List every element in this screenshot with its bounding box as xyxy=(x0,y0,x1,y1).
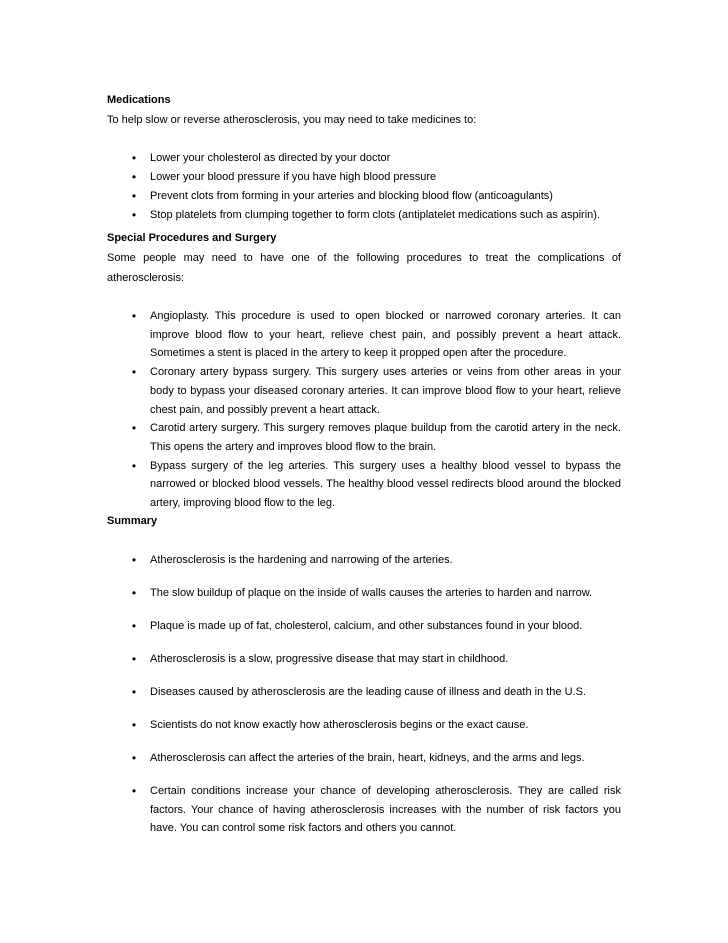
procedures-heading: Special Procedures and Surgery xyxy=(107,232,277,244)
bullet-icon: • xyxy=(131,458,137,473)
procedures-list xyxy=(107,307,621,513)
bullet-icon: • xyxy=(131,553,137,567)
list-item: • The slow buildup of plaque on the inside of walls causes the arteries to harden and narrow. xyxy=(107,584,621,603)
medications-section xyxy=(107,90,621,225)
bullet-icon: • xyxy=(131,208,137,222)
list-item: • Stop platelets from clumping together to form clots (antiplatelet medications such as aspirin). xyxy=(107,206,621,225)
bullet-icon: • xyxy=(131,151,137,165)
bullet-icon: • xyxy=(131,784,137,798)
medications-list xyxy=(107,149,621,225)
list-item: • Certain conditions increase your chance of developing atherosclerosis. They are called risk factors. Your chance of having atherosclerosis increases with the number of risk factors you have. You can control some risk factors and others you cannot. xyxy=(107,782,621,838)
medications-heading: Medications xyxy=(107,94,171,106)
list-item: • Scientists do not know exactly how atherosclerosis begins or the exact cause. xyxy=(107,716,621,735)
list-item: • Coronary artery bypass surgery. This surgery uses arteries or veins from other areas in your body to bypass your diseased coronary arteries. It can improve blood flow to your heart, relieve chest pain, and possibly prevent a heart attack. xyxy=(107,363,621,419)
bullet-icon: • xyxy=(131,365,137,380)
bullet-icon: • xyxy=(131,652,137,666)
summary-heading: Summary xyxy=(107,515,158,527)
bullet-icon: • xyxy=(131,421,137,436)
list-item: • Atherosclerosis is the hardening and narrowing of the arteries. xyxy=(107,551,621,570)
bullet-icon: • xyxy=(131,685,137,699)
list-item: • Lower your cholesterol as directed by your doctor xyxy=(107,149,621,168)
list-item: • Atherosclerosis is a slow, progressive disease that may start in childhood. xyxy=(107,650,621,669)
summary-list xyxy=(107,551,621,838)
bullet-icon: • xyxy=(131,586,137,600)
bullet-icon: • xyxy=(131,189,137,203)
bullet-icon: • xyxy=(131,309,137,323)
list-item: • Prevent clots from forming in your arteries and blocking blood flow (anticoagulants) xyxy=(107,187,621,206)
medications-intro: To help slow or reverse atherosclerosis, you may need to take medicines to: xyxy=(107,114,477,126)
list-item: • Plaque is made up of fat, cholesterol, calcium, and other substances found in your blood. xyxy=(107,617,621,636)
bullet-icon: • xyxy=(131,718,137,732)
bullet-icon: • xyxy=(131,619,137,633)
list-item: • Angioplasty. This procedure is used to open blocked or narrowed coronary arteries. It can improve blood flow to your heart, relieve chest pain, and possibly prevent a heart attack. Sometimes a stent is placed in the artery to keep it propped open after the procedure. xyxy=(107,307,621,363)
list-item: • Atherosclerosis can affect the arteries of the brain, heart, kidneys, and the arms and legs. xyxy=(107,749,621,768)
list-item: • Bypass surgery of the leg arteries. This surgery uses a healthy blood vessel to bypass the narrowed or blocked blood vessels. The healthy blood vessel redirects blood around the blocked artery, improving blood flow to the leg. xyxy=(107,457,621,513)
list-item: • Lower your blood pressure if you have high blood pressure xyxy=(107,168,621,187)
procedures-section xyxy=(107,228,621,513)
bullet-icon: • xyxy=(131,170,137,184)
procedures-intro: Some people may need to have one of the following procedures to treat the complications of atherosclerosis: xyxy=(107,252,621,284)
bullet-icon: • xyxy=(131,751,137,765)
list-item: • Diseases caused by atherosclerosis are the leading cause of illness and death in the U.S. xyxy=(107,683,621,702)
summary-section xyxy=(107,511,621,852)
list-item: • Carotid artery surgery. This surgery removes plaque buildup from the carotid artery in the neck. This opens the artery and improves blood flow to the brain. xyxy=(107,419,621,456)
